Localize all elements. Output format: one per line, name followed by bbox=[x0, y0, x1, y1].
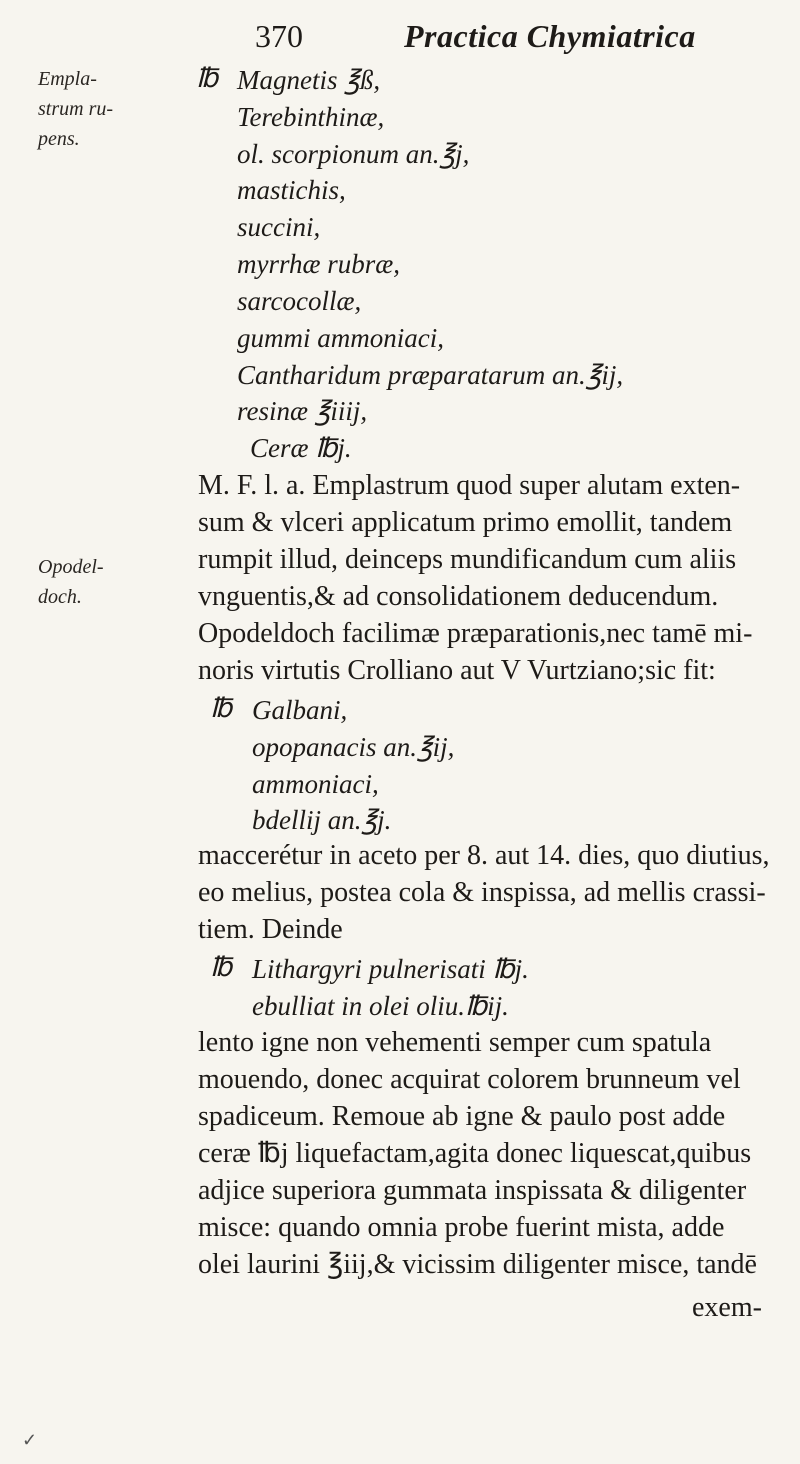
body-line: mouendo, donec acquirat colorem brunneum vel bbox=[198, 1064, 741, 1095]
body-line: misce: quando omnia probe fuerint mista, adde bbox=[198, 1212, 725, 1243]
body-line: maccerétur in aceto per 8. aut 14. dies, quo diutius, bbox=[198, 840, 770, 871]
body-line: eo melius, postea cola & inspissa, ad mellis crassi- bbox=[198, 877, 766, 908]
margin-note-opodeldoch bbox=[38, 552, 128, 612]
recipe-line: ebulliat in olei oliu.℔ij. bbox=[252, 991, 509, 1021]
page-header bbox=[0, 18, 800, 62]
recipe-line: myrrhæ rubræ, bbox=[237, 249, 401, 279]
body-line: M. F. l. a. Emplastrum quod super alutam exten- bbox=[198, 470, 741, 501]
margin-note-line: doch. bbox=[38, 586, 82, 608]
recipe-line: Cantharidum præparatarum an.℥ij, bbox=[237, 360, 624, 390]
body-line: ceræ ℔j liquefactam,agita donec liquescat,quibus bbox=[198, 1138, 752, 1169]
catchword: exem- bbox=[692, 1292, 762, 1323]
recipe-line: opopanacis an.℥ij, bbox=[252, 732, 455, 762]
body-line: noris virtutis Crolliano aut V Vurtziano;sic fit: bbox=[198, 655, 716, 686]
margin-note-emplastrum bbox=[38, 64, 128, 154]
margin-note-line: strum ru- bbox=[38, 98, 114, 120]
recipe-sign-icon bbox=[210, 949, 232, 986]
corner-mark-icon: ✓ bbox=[22, 1430, 38, 1451]
recipe-line: Magnetis ℥ß, bbox=[237, 65, 381, 95]
recipe-line: ammoniaci, bbox=[252, 769, 379, 799]
recipe-line: succini, bbox=[237, 212, 321, 242]
recipe-line: Galbani, bbox=[252, 695, 348, 725]
recipe-line: bdellij an.℥j. bbox=[252, 805, 392, 835]
margin-note-line: Empla- bbox=[38, 68, 97, 90]
recipe-line: sarcocollæ, bbox=[237, 286, 362, 316]
margin-note-line: Opodel- bbox=[38, 556, 104, 578]
body-line: vnguentis,& ad consolidationem deducendum. bbox=[198, 581, 719, 612]
page-number: 370 bbox=[255, 18, 303, 54]
recipe-line: resinæ ℥iiij, bbox=[237, 396, 368, 426]
body-line: spadiceum. Remoue ab igne & paulo post adde bbox=[198, 1101, 726, 1132]
body-line: olei laurini ℥iij,& vicissim diligenter misce, tandē bbox=[198, 1249, 757, 1280]
body-line: Opodeldoch facilimæ præparationis,nec tamē mi- bbox=[198, 618, 753, 649]
recipe-line: Terebinthinæ, bbox=[237, 102, 385, 132]
recipe-line: mastichis, bbox=[237, 175, 346, 205]
body-line: sum & vlceri applicatum primo emollit, tandem bbox=[198, 507, 733, 538]
body-line: rumpit illud, deinceps mundificandum cum aliis bbox=[198, 544, 737, 575]
running-title: Practica Chymiatrica bbox=[404, 18, 696, 54]
body-line: tiem. Deinde bbox=[198, 914, 343, 945]
margin-note-line: pens. bbox=[38, 128, 80, 150]
recipe-sign-icon bbox=[210, 690, 232, 727]
body-line: lento igne non vehementi semper cum spatula bbox=[198, 1027, 712, 1058]
recipe-sign-icon bbox=[196, 60, 218, 97]
recipe-line: Lithargyri pulnerisati ℔j. bbox=[252, 954, 529, 984]
recipe-line: gummi ammoniaci, bbox=[237, 323, 444, 353]
body-line: adjice superiora gummata inspissata & diligenter bbox=[198, 1175, 747, 1206]
recipe-line: ol. scorpionum an.℥j, bbox=[237, 139, 470, 169]
recipe-line: Ceræ ℔j. bbox=[250, 433, 352, 463]
